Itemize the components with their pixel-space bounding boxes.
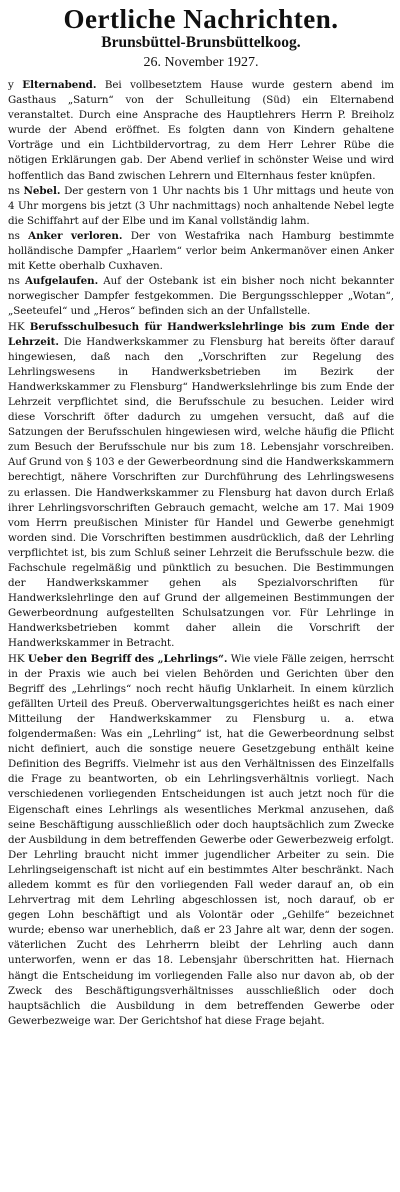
article-heading: Aufgelaufen. (24, 275, 99, 288)
article-text: Auf der Ostebank ist ein bisher noch nicht bekannter norwegischer Dampfer festgekommen. Die Bergungsschlepper „Wotan“, „Seeteufel“ und „Heros“ befinden sich an der Unfallstelle. (8, 275, 394, 318)
author-tag: HK (8, 320, 25, 333)
masthead (8, 4, 394, 72)
article-heading: Ueber den Begriff des „Lehrlings“. (27, 652, 228, 665)
article-heading: Elternabend. (22, 79, 97, 91)
article-text: Der von Westafrika nach Hamburg bestimmte holländische Dampfer „Haarlem“ verlor beim Ankermanöver einen Anker mit Kette oberhalb Cuxhaven. (8, 229, 394, 273)
article-heading: Nebel. (23, 184, 61, 197)
article-nebel (8, 184, 394, 229)
article-text: Bei vollbesetztem Hause wurde gestern abend im Gasthaus „Saturn“ von der Schulleitung (Süd) ein Elternabend veranstaltet. Durch eine Ansprache des Hauptlehrers Herrn P. Breiholz wurde der Abend eröffnet. Es folgten dann von Kindern gehaltene Vorträge und ein Lichtbildervortrag, zu dem Herr Lehrer Rübe die nötigen Erklärungen gab. Der Abend verlief in schönster Weise und wird hoffentlich das Band zwischen Lehrern und Elternhaus fester knüpfen. (8, 79, 394, 182)
section-title: Oertliche Nachrichten. (63, 4, 339, 34)
article-elternabend (8, 78, 394, 184)
article-heading: Anker verloren. (28, 229, 123, 242)
author-tag: ns (8, 275, 20, 288)
article-aufgelaufen (8, 274, 394, 319)
article-begriff-lehrling (8, 652, 394, 1029)
article-heading: Berufsschulbesuch für Handwerkslehrlinge bis zum Ende der Lehrzeit. (8, 320, 394, 348)
place-heading: Brunsbüttel-Brunsbüttelkoog. (101, 34, 301, 51)
author-tag: ns (8, 184, 20, 197)
article-text: Wie viele Fälle zeigen, herrscht in der Praxis wie auch bei vielen Behörden und Gerichten über den Begriff des „Lehrlings“ noch recht häufig Unklarheit. In einem kürzlich gefällten Urteil des Preuß. Oberverwaltungsgerichtes heißt es nach einer Mitteilung der Handwerkskammer zu Flensburg u. a. etwa folgendermaßen: Was ein „Lehrling“ ist, hat die Gewerbeordnung selbst nicht definiert, auch die sonstige neuere Gesetzgebung enthält keine Definition des Begriffs. Vielmehr ist aus den Verhältnissen des Einzelfalls die Frage zu beantworten, ob ein Lehrlingsverhältnis vorliegt. Nach verschiedenen vorliegenden Entscheidungen ist auch jetzt noch für die Eigenschaft eines Lehrlings als wesentliches Merkmal anzusehen, daß seine Beschäftigung ausschließlich oder doch hauptsächlich zum Zwecke der Ausbildung in dem betreffenden Gewerbe oder Gewerbezweig erfolgt. Der Lehrling braucht nicht immer jugendlicher Arbeiter zu sein. Die Lehrlingseigenschaft ist nicht auf ein bestimmtes Alter beschränkt. Nach alledem kommt es für den vorliegenden Fall weder darauf an, ob ein Lehrvertrag mit dem Lehrling abgeschlossen ist, noch darauf, ob er gegen Lohn beschäftigt und als Volontär oder „Gehilfe“ bezeichnet wurde; ebenso war unerheblich, daß er 23 Jahre alt war, denn der sogen. väterlichen Zucht des Lehrherrn bleibt der Lehrling auch dann unterworfen, wenn er das 18. Lebensjahr überschritten hat. Hiernach hängt die Entscheidung im vorliegenden Falle also nur davon ab, ob der Zweck des Beschäftigungsverhältnisses ausschließlich oder doch hauptsächlich die Ausbildung in dem betreffenden Gewerbe oder Gewerbezweige war. Der Gerichtshof hat diese Frage bejaht. (8, 652, 394, 1027)
issue-date: 26. November 1927. (143, 55, 259, 70)
article-berufsschulbesuch (8, 320, 394, 652)
article-anker-verloren (8, 229, 394, 274)
author-tag: y (8, 79, 14, 91)
article-text: Die Handwerkskammer zu Flensburg hat bereits öfter darauf hingewiesen, daß nach den „Vorschriften zur Regelung des Lehrlingswesens in Handwerksbetrieben im Bezirk der Handwerkskammer zu Flensburg“ Handwerkslehrlinge bis zum Ende der Lehrzeit verpflichtet sind, die Berufsschule zu besuchen. Leider wird diese Vorschrift öfter dadurch zu umgehen versucht, daß auf die Satzungen der Berufsschulen hingewiesen wird, welche häufig die Pflicht zum Besuch der Berufsschule nur bis zum 18. Lebensjahr vorschreiben. Auf Grund von § 103 e der Gewerbeordnung sind die Handwerkskammern berechtigt, nähere Vorschriften zur Durchführung des Lehrlingswesens zu erlassen. Die Handwerkskammer zu Flensburg hat davon durch Erlaß ihrer Lehrlingsvorschriften Gebrauch gemacht, welche am 17. Mai 1909 vom Herrn preußischen Minister für Handel und Gewerbe genehmigt worden sind. Die Vorschriften bestimmen ausdrücklich, daß der Lehrling verpflichtet ist, bis zum Schluß seiner Lehrzeit die Berufsschule bezw. die Fachschule regelmäßig und pünktlich zu besuchen. Die Bestimmungen der Handwerkskammer gehen als Spezialvorschriften für Handwerkslehrlinge den auf Grund der allgemeinen Bestimmungen der Gewerbeordnung aufgestellten Schulsatzungen vor. Für Lehrlinge in Handwerksbetrieben kommt daher allein die Vorschrift der Handwerkskammer in Betracht. (8, 335, 394, 650)
author-tag: ns (8, 229, 20, 242)
author-tag: HK (8, 652, 25, 665)
article-text: Der gestern von 1 Uhr nachts bis 1 Uhr mittags und heute von 4 Uhr morgens bis jetzt (3 Uhr nachmittags) noch anhaltende Nebel legte die Schiffahrt auf der Elbe und im Kanal vollständig lahm. (8, 184, 394, 227)
